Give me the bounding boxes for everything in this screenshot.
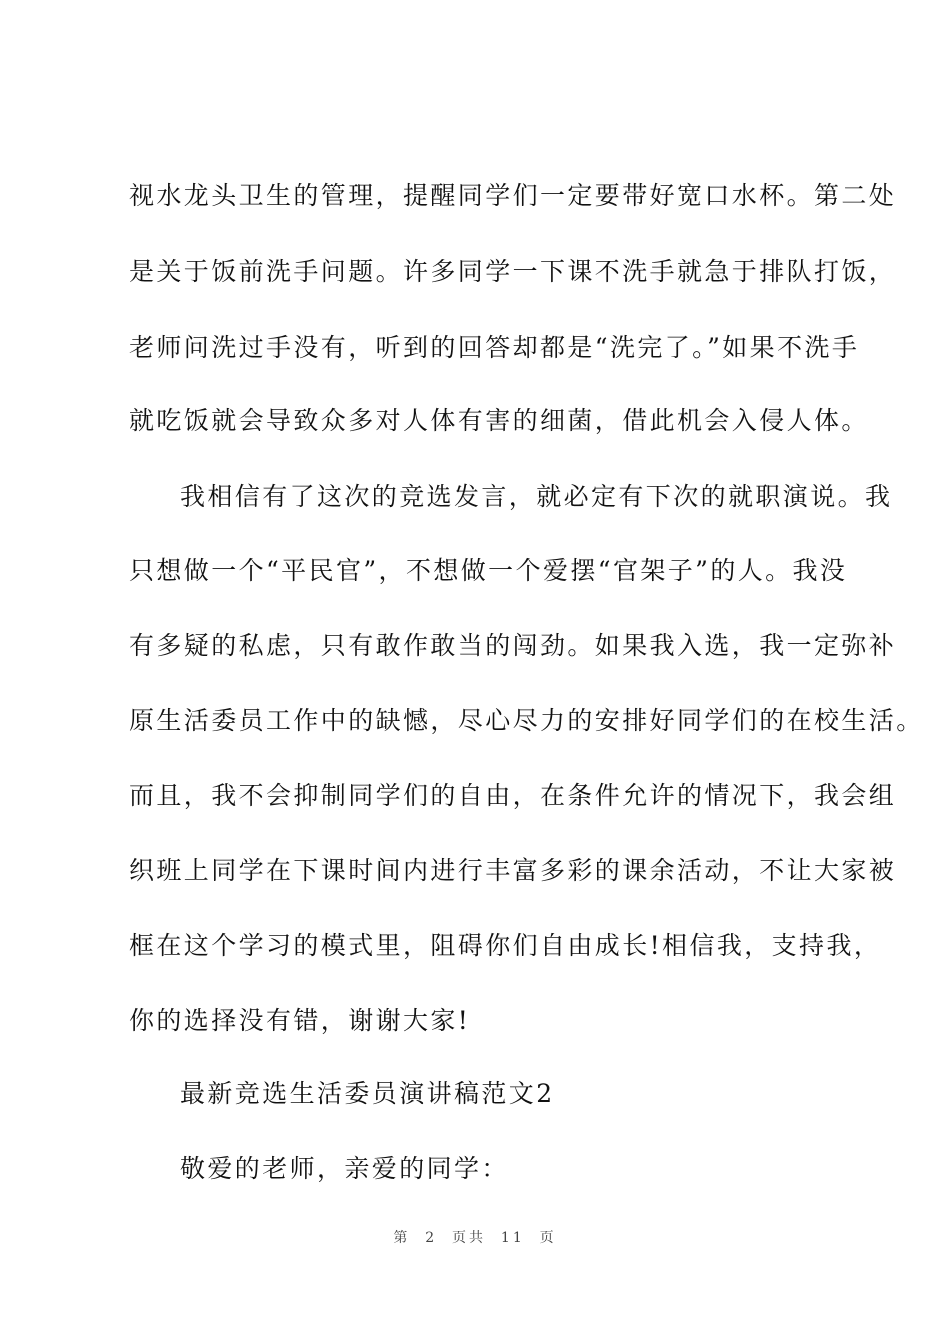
text-line: 你的选择没有错，谢谢大家! [129,1006,471,1035]
text-line: 织班上同学在下课时间内进行丰富多彩的课余活动，不让大家被 [129,856,897,885]
text-line: 有多疑的私虑，只有敢作敢当的闯劲。如果我入选，我一定弥补 [129,631,897,660]
text-line: 敬爱的老师，亲爱的同学： [180,1154,509,1183]
text-line: 是关于饭前洗手问题。许多同学一下课不洗手就急于排队打饭， [129,257,897,286]
text-line: 视水龙头卫生的管理，提醒同学们一定要带好宽口水杯。第二处 [129,181,897,210]
text-line: 而且，我不会抑制同学们的自由，在条件允许的情况下，我会组 [129,781,897,810]
text-line: 原生活委员工作中的缺憾，尽心尽力的安排好同学们的在校生活。 [129,706,924,735]
text-line: 我相信有了这次的竞选发言，就必定有下次的就职演说。我 [180,482,893,511]
page-footer: 第 2 页共 11 页 [393,1230,557,1246]
text-line: 只想做一个“平民官”，不想做一个爱摆“官架子”的人。我没 [129,556,848,585]
text-line: 最新竞选生活委员演讲稿范文2 [180,1079,555,1108]
text-line: 老师问洗过手没有，听到的回答却都是“洗完了。”如果不洗手 [129,333,860,362]
text-line: 就吃饭就会导致众多对人体有害的细菌，借此机会入侵人体。 [129,406,869,435]
text-line: 框在这个学习的模式里，阻碍你们自由成长!相信我，支持我， [129,931,882,960]
